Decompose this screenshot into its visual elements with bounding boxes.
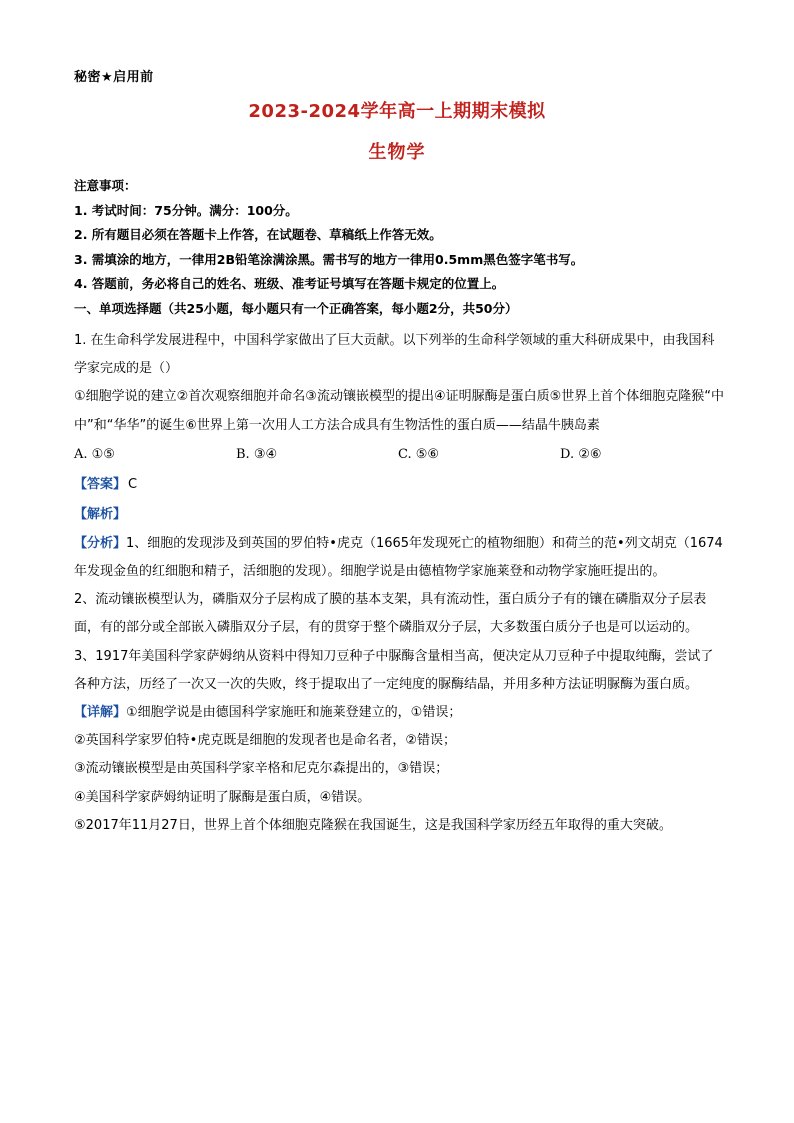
- option-b: B. ③④: [236, 446, 278, 462]
- detail-line: [74, 699, 726, 727]
- option-d: D. ②⑥: [560, 446, 602, 462]
- notice-block: [74, 174, 724, 321]
- detail-line: ③流动镶嵌模型是由英国科学家辛格和尼克尔森提出的，③错误；: [74, 761, 449, 777]
- fenxi-text: 1、细胞的发现涉及到英国的罗伯特•虎克（1665年发现死亡的植物细胞）和荷兰的范•列文胡克（1674年发现金鱼的红细胞和精子，活细胞的发现）。细胞学说是由德植物学家施莱登和动物学家施旺提出的。: [74, 535, 723, 580]
- answer-row: [74, 470, 726, 500]
- analysis-tag: 【解析】: [74, 506, 127, 522]
- question-content: [74, 327, 726, 840]
- exam-title: 2023-2024学年高一上期期末模拟: [248, 101, 546, 122]
- question-statements: ①细胞学说的建立②首次观察细胞并命名③流动镶嵌模型的提出④证明脲酶是蛋白质⑤世界上首个体细胞克隆猴“中中”和“华华”的诞生⑥世界上第一次用人工方法合成具有生物活性的蛋白质——结晶牛胰岛素: [74, 389, 725, 433]
- detail-text: ①细胞学说是由德国科学家施旺和施莱登建立的，①错误；: [126, 705, 462, 721]
- notice-item: 3. 需填涂的地方，一律用2B铅笔涂满涂黑。需书写的地方一律用0.5mm黑色签字笔书写。: [74, 251, 584, 267]
- analysis-paragraph: [74, 530, 726, 586]
- subject-title: 生物学: [368, 142, 426, 163]
- section-heading: 一、单项选择题（共25小题，每小题只有一个正确答案，每小题2分，共50分）: [74, 300, 518, 316]
- question-stem: 1. 在生命科学发展进程中，中国科学家做出了巨大贡献。以下列举的生命科学领域的重大科研成果中，由我国科学家完成的是（）: [74, 333, 715, 377]
- option-c: C. ⑤⑥: [398, 446, 440, 462]
- option-a: A. ①⑤: [74, 446, 115, 462]
- notice-item: 2. 所有题目必须在答题卡上作答，在试题卷、草稿纸上作答无效。: [74, 227, 442, 242]
- detail-line: ⑤2017年11月27日，世界上首个体细胞克隆猴在我国诞生，这是我国科学家历经五年取得的重大突破。: [74, 817, 672, 833]
- detail-line: ②英国科学家罗伯特•虎克既是细胞的发现者也是命名者，②错误；: [74, 733, 456, 749]
- notice-item: 4. 答题前，务必将自己的姓名、班级、准考证号填写在答题卡规定的位置上。: [74, 276, 505, 291]
- notice-heading: 注意事项：: [74, 178, 137, 193]
- notice-item: 1. 考试时间：75分钟。满分：100分。: [74, 202, 298, 218]
- answer-value: C: [128, 476, 138, 492]
- confidential-label: 秘密★启用前: [74, 70, 154, 85]
- answer-tag: 【答案】: [74, 476, 127, 492]
- analysis-paragraph: 2、流动镶嵌模型认为，磷脂双分子层构成了膜的基本支架，具有流动性，蛋白质分子有的镶在磷脂双分子层表面，有的部分或全部嵌入磷脂双分子层，有的贯穿于整个磷脂双分子层，大多数蛋白质分子也是可以运动的。: [74, 592, 707, 636]
- analysis-row: [74, 500, 726, 530]
- analysis-paragraph: 3、1917年美国科学家萨姆纳从资料中得知刀豆种子中脲酶含量相当高，便决定从刀豆种子中提取纯酶，尝试了各种方法，历经了一次又一次的失败，终于提取出了一定纯度的脲酶结晶，并用多种方法证明脲酶为蛋白质。: [74, 648, 714, 692]
- fenxi-tag: 【分析】: [74, 535, 127, 551]
- answer-options: [74, 440, 726, 470]
- detail-tag: 【详解】: [74, 705, 127, 721]
- detail-line: ④美国科学家萨姆纳证明了脲酶是蛋白质，④错误。: [74, 789, 371, 805]
